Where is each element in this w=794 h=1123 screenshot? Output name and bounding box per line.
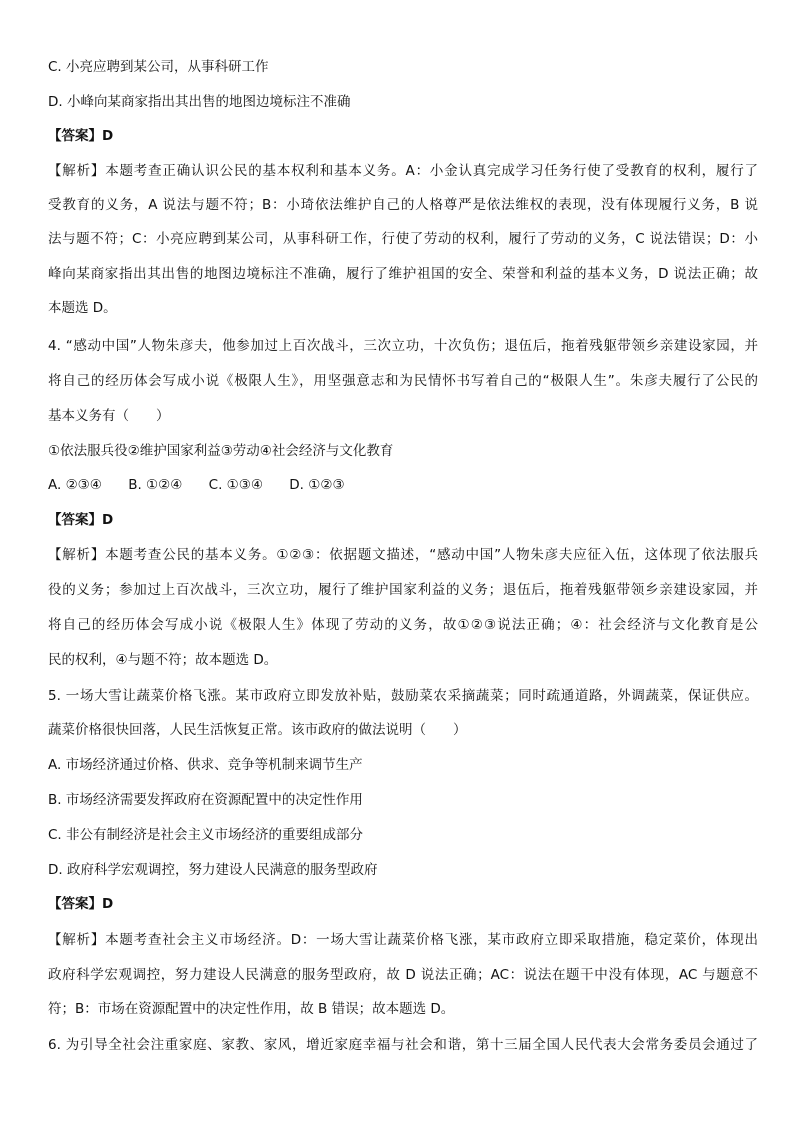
q3-analysis-line-5: 本题选 D。 <box>48 300 117 316</box>
q4-analysis-line-2: 役的义务；参加过上百次战斗，三次立功，履行了维护国家利益的义务；退伍后，拖着残躯带领乡亲建设家园，并 <box>48 582 758 598</box>
q4-answer: 【答案】D <box>48 512 114 528</box>
q4-option-b: B. ①②④ <box>128 477 183 493</box>
q4-option-a: A. ②③④ <box>48 477 102 493</box>
q3-option-c: C. 小亮应聘到某公司，从事科研工作 <box>48 59 269 75</box>
q5-analysis-line-1: 【解析】本题考查社会主义市场经济。D：一场大雪让蔬菜价格飞涨，某市政府立即采取措施，稳定菜价，体现出 <box>48 932 758 948</box>
q4-analysis-line-4: 民的权利，④与题不符；故本题选 D。 <box>48 652 278 668</box>
q6-stem-line-1: 6. 为引导全社会注重家庭、家教、家风，增近家庭幸福与社会和谐，第十三届全国人民代表大会常务委员会通过了 <box>48 1037 758 1053</box>
q5-stem-line-2: 蔬菜价格很快回落，人民生活恢复正常。该市政府的做法说明（ ） <box>48 722 467 738</box>
q4-stem-line-3: 基本义务有（ ） <box>48 408 170 424</box>
q5-analysis-line-3: 符；B：市场在资源配置中的决定性作用，故 B 错误；故本题选 D。 <box>48 1001 455 1017</box>
q4-options <box>48 475 758 495</box>
q4-option-d: D. ①②③ <box>289 477 345 493</box>
q4-stem-line-2: 将自己的经历体会写成小说《极限人生》，用坚强意志和为民情怀书写着自己的“极限人生”。朱彦夫履行了公民的 <box>48 373 758 389</box>
q5-option-d: D. 政府科学宏观调控，努力建设人民满意的服务型政府 <box>48 862 378 878</box>
q5-option-b: B. 市场经济需要发挥政府在资源配置中的决定性作用 <box>48 792 363 808</box>
q4-option-c: C. ①③④ <box>208 477 263 493</box>
q3-analysis-line-1: 【解析】本题考查正确认识公民的基本权利和基本义务。A：小金认真完成学习任务行使了受教育的权利，履行了 <box>48 163 758 179</box>
q5-answer: 【答案】D <box>48 896 114 912</box>
q4-analysis-line-1: 【解析】本题考查公民的基本义务。①②③：依据题文描述，“感动中国”人物朱彦夫应征入伍，这体现了依法服兵 <box>48 547 758 563</box>
q5-analysis-line-2: 政府科学宏观调控，努力建设人民满意的服务型政府，故 D 说法正确；AC：说法在题干中没有体现，AC 与题意不 <box>48 967 758 983</box>
q5-stem-line-1: 5. 一场大雪让蔬菜价格飞涨。某市政府立即发放补贴，鼓励菜农采摘蔬菜；同时疏通道路，外调蔬菜，保证供应。 <box>48 688 758 704</box>
q3-answer: 【答案】D <box>48 128 114 144</box>
q3-analysis-line-3: 法与题不符；C：小亮应聘到某公司，从事科研工作，行使了劳动的权利，履行了劳动的义务，C 说法错误；D：小 <box>48 231 758 247</box>
q3-analysis-line-2: 受教育的义务，A 说法与题不符；B：小琦依法维护自己的人格尊严是依法维权的表现，没有体现履行义务，B 说 <box>48 197 758 213</box>
q4-items: ①依法服兵役②维护国家利益③劳动④社会经济与文化教育 <box>48 443 394 459</box>
q3-analysis-line-4: 峰向某商家指出其出售的地图边境标注不准确，履行了维护祖国的安全、荣誉和利益的基本义务，D 说法正确；故 <box>48 266 758 282</box>
q4-analysis-line-3: 将自己的经历体会写成小说《极限人生》体现了劳动的义务，故①②③说法正确；④：社会经济与文化教育是公 <box>48 617 758 633</box>
q5-option-a: A. 市场经济通过价格、供求、竞争等机制来调节生产 <box>48 757 363 773</box>
q5-option-c: C. 非公有制经济是社会主义市场经济的重要组成部分 <box>48 827 364 843</box>
q4-stem-line-1: 4. “感动中国”人物朱彦夫，他参加过上百次战斗，三次立功，十次负伤；退伍后，拖着残躯带领乡亲建设家园，并 <box>48 338 758 354</box>
q3-option-d: D. 小峰向某商家指出其出售的地图边境标注不准确 <box>48 94 351 110</box>
